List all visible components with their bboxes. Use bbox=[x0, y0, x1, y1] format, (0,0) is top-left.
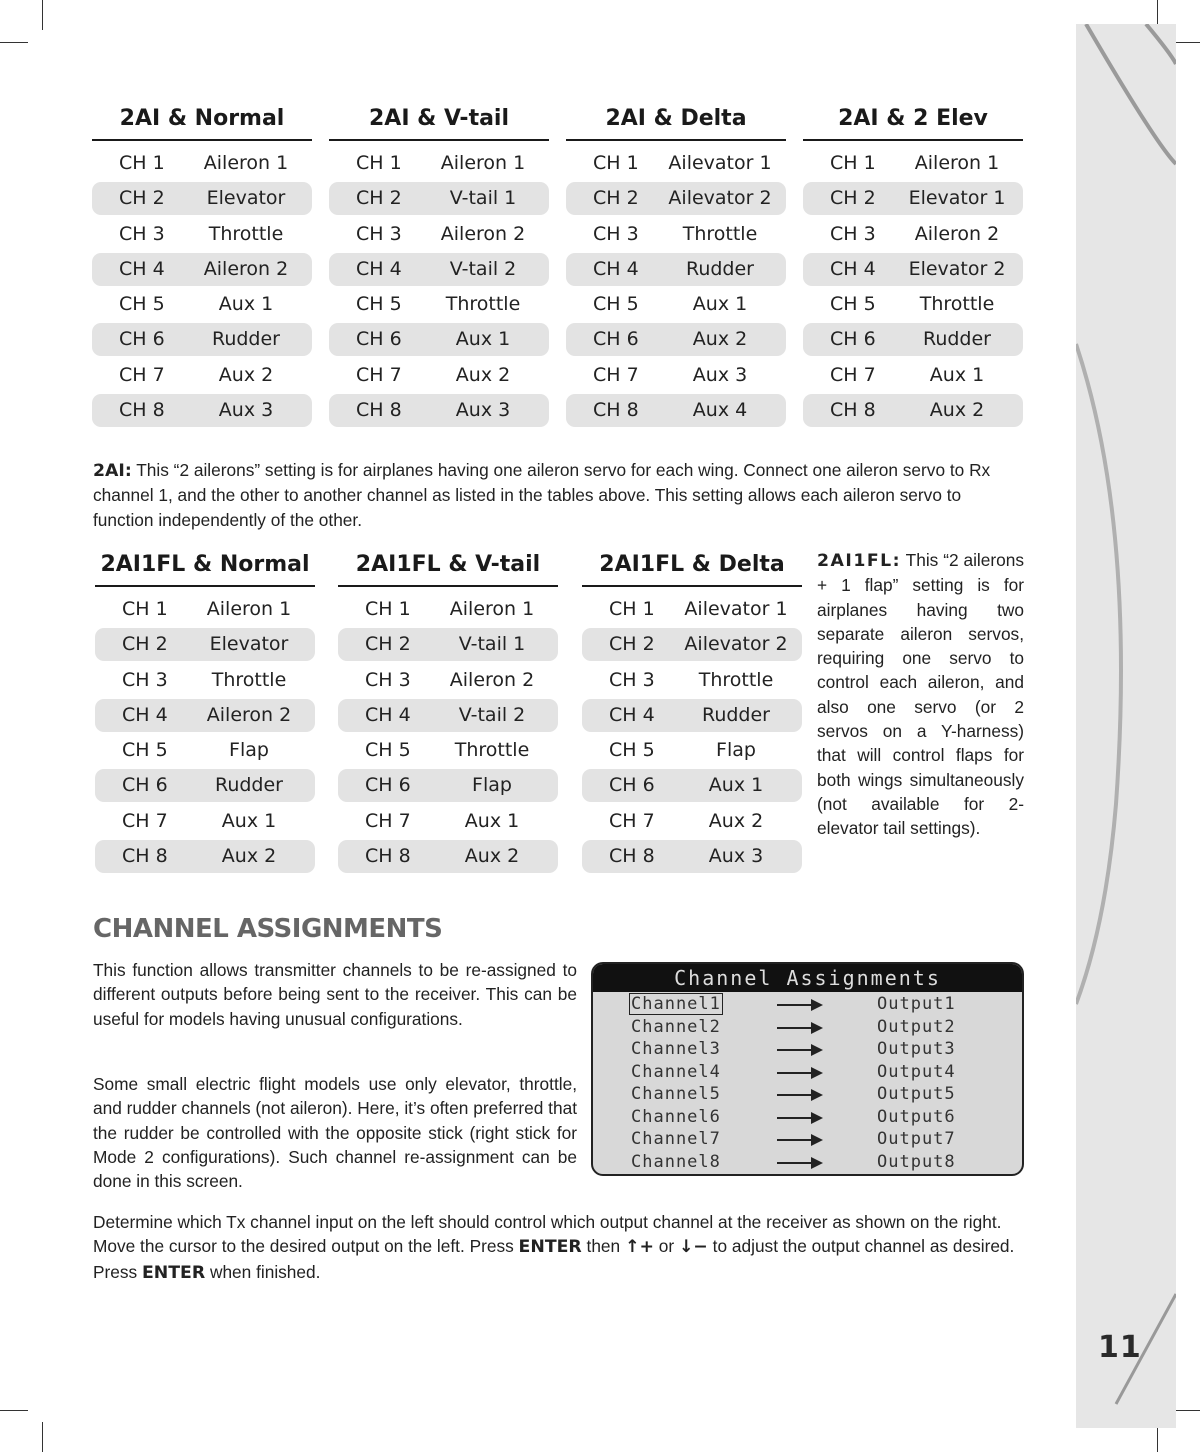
function-label: Aux 3 bbox=[708, 845, 764, 868]
table-row bbox=[582, 840, 802, 873]
table-title: 2AI & Delta bbox=[605, 106, 747, 131]
function-label: V-tail 1 bbox=[458, 633, 526, 656]
table-title: 2AI1FL & V-tail bbox=[355, 552, 541, 577]
channel-label: CH 1 bbox=[609, 598, 655, 620]
channel-label: CH 4 bbox=[122, 703, 168, 726]
channel-label: CH 8 bbox=[356, 399, 402, 422]
channel-label: CH 3 bbox=[356, 222, 402, 245]
para-2ai1fl bbox=[817, 548, 1024, 841]
lcd-channel-label[interactable]: Channel2 bbox=[631, 1016, 721, 1037]
channel-label: CH 7 bbox=[593, 363, 639, 386]
decorative-arcs bbox=[1076, 24, 1176, 1428]
table-row bbox=[92, 253, 312, 286]
para-2ai1fl-text: This “2 ailerons + 1 flap” setting is for airplanes having two separate aileron servos, requiring one servo to control each aileron, and also one servo (or 2 servos on a Y-harness) that will control flaps for both wings simultaneously (not available for 2-elevator tail settings). bbox=[817, 550, 1024, 839]
crop-mark bbox=[1172, 1410, 1200, 1411]
function-label: Aux 1 bbox=[455, 328, 511, 351]
channel-label: CH 2 bbox=[119, 187, 165, 210]
table-row bbox=[92, 323, 312, 356]
channel-table bbox=[92, 102, 312, 429]
table-row bbox=[582, 628, 802, 661]
side-band bbox=[1076, 24, 1176, 1428]
function-label: Rudder bbox=[214, 774, 283, 797]
function-label: Aux 1 bbox=[929, 363, 985, 386]
table-row bbox=[338, 593, 558, 626]
para-2ai bbox=[93, 458, 1024, 532]
table-row bbox=[566, 218, 786, 251]
arrow-right-icon bbox=[745, 1016, 877, 1039]
lcd-output-label[interactable]: Output5 bbox=[877, 1084, 956, 1104]
table-row bbox=[803, 253, 1023, 286]
channel-label: CH 7 bbox=[356, 363, 402, 386]
para-2ai1fl-lead: 2AI1FL: bbox=[817, 551, 902, 571]
table-row bbox=[95, 628, 315, 661]
para-final-t2: then bbox=[581, 1236, 625, 1257]
table-row bbox=[803, 182, 1023, 215]
function-label: Throttle bbox=[445, 293, 521, 316]
channel-label: CH 5 bbox=[356, 293, 402, 316]
lcd-output-label[interactable]: Output1 bbox=[877, 994, 956, 1014]
channel-label: CH 8 bbox=[122, 845, 168, 868]
table-row bbox=[338, 699, 558, 732]
table-row bbox=[329, 147, 549, 180]
function-label: Ailevator 1 bbox=[684, 598, 788, 620]
channel-label: CH 7 bbox=[119, 363, 165, 386]
table-row bbox=[95, 699, 315, 732]
function-label: Ailevator 2 bbox=[684, 633, 788, 656]
function-label: Ailevator 1 bbox=[668, 152, 772, 174]
channel-table bbox=[95, 548, 315, 875]
function-label: Elevator bbox=[209, 633, 289, 656]
table-row bbox=[329, 218, 549, 251]
lcd-channel-cell bbox=[593, 1061, 745, 1084]
arrow-right-icon bbox=[745, 1106, 877, 1129]
channel-label: CH 1 bbox=[830, 152, 876, 174]
lcd-channel-cell bbox=[593, 1083, 745, 1106]
channel-table bbox=[582, 548, 802, 875]
lcd-assignment-row bbox=[593, 1128, 1022, 1151]
channel-label: CH 8 bbox=[365, 845, 411, 868]
lcd-channel-cell bbox=[593, 1016, 745, 1039]
table-row bbox=[803, 394, 1023, 427]
table-row bbox=[566, 147, 786, 180]
down-minus-key-icon: ↓− bbox=[678, 1237, 708, 1258]
function-label: Aux 3 bbox=[218, 399, 274, 422]
channel-label: CH 3 bbox=[119, 222, 165, 245]
function-label: Aux 2 bbox=[221, 845, 277, 868]
channel-label: CH 2 bbox=[122, 633, 168, 656]
page-number: 11 bbox=[1098, 1330, 1142, 1365]
lcd-channel-cell bbox=[593, 1038, 745, 1061]
channel-label: CH 5 bbox=[593, 293, 639, 316]
function-label: Aux 2 bbox=[929, 399, 985, 422]
enter-key-label: ENTER bbox=[141, 1262, 206, 1283]
function-label: Aileron 2 bbox=[449, 668, 535, 691]
function-label: Elevator bbox=[206, 187, 286, 210]
function-label: Rudder bbox=[922, 328, 991, 351]
table-row bbox=[92, 147, 312, 180]
table-row bbox=[338, 805, 558, 838]
para-intro: This function allows transmitter channels to be re-assigned to different outputs before being sent to the receiver. This can be useful for models having unusual configurations. bbox=[93, 960, 577, 1029]
table-row bbox=[803, 323, 1023, 356]
lcd-channel-label[interactable]: Channel6 bbox=[631, 1106, 721, 1127]
function-label: Aux 2 bbox=[692, 328, 748, 351]
channel-label: CH 4 bbox=[119, 257, 165, 280]
lcd-output-label[interactable]: Output3 bbox=[877, 1039, 956, 1059]
function-label: Rudder bbox=[211, 328, 280, 351]
table-title: 2AI & 2 Elev bbox=[838, 106, 988, 131]
crop-mark bbox=[42, 1422, 43, 1452]
table-row bbox=[338, 769, 558, 802]
channel-label: CH 2 bbox=[356, 187, 402, 210]
table-row bbox=[329, 253, 549, 286]
table-title: 2AI & Normal bbox=[119, 106, 285, 131]
lcd-channel-cell bbox=[593, 1151, 745, 1174]
lcd-channel-cell bbox=[593, 1106, 745, 1129]
table-row bbox=[329, 182, 549, 215]
channel-label: CH 4 bbox=[365, 703, 411, 726]
channel-label: CH 7 bbox=[122, 809, 168, 832]
lcd-channel-cell bbox=[593, 993, 745, 1016]
lcd-screen bbox=[591, 962, 1024, 1176]
table-row bbox=[92, 288, 312, 321]
channel-label: CH 4 bbox=[593, 257, 639, 280]
table-row bbox=[92, 359, 312, 392]
function-label: Throttle bbox=[698, 668, 774, 691]
function-label: Throttle bbox=[919, 293, 995, 316]
table-row bbox=[803, 218, 1023, 251]
channel-label: CH 1 bbox=[593, 152, 639, 174]
table-row bbox=[338, 840, 558, 873]
table-row bbox=[566, 288, 786, 321]
channel-label: CH 6 bbox=[356, 328, 402, 351]
table-rule bbox=[566, 139, 786, 141]
function-label: Aux 4 bbox=[692, 399, 748, 422]
table-row bbox=[329, 323, 549, 356]
crop-mark bbox=[0, 1410, 28, 1411]
table-row bbox=[582, 769, 802, 802]
channel-label: CH 6 bbox=[593, 328, 639, 351]
function-label: Aux 2 bbox=[455, 363, 511, 386]
arrow-right-icon bbox=[745, 1151, 877, 1174]
lcd-output-label[interactable]: Output8 bbox=[877, 1151, 956, 1172]
function-label: Aileron 1 bbox=[449, 598, 535, 620]
table-rule bbox=[95, 585, 315, 587]
para-final-t3: or bbox=[653, 1236, 679, 1257]
table-title: 2AI1FL & Normal bbox=[100, 552, 310, 577]
function-label: Aux 3 bbox=[455, 399, 511, 422]
table-row bbox=[582, 593, 802, 626]
enter-key-label: ENTER bbox=[518, 1237, 582, 1258]
channel-label: CH 2 bbox=[830, 187, 876, 210]
table-row bbox=[566, 253, 786, 286]
channel-label: CH 2 bbox=[365, 633, 411, 656]
para-final-t1: Determine which Tx channel input on the left should control which output channel at the receiver as shown on the right. Move the cursor to the desired output on the left. Press bbox=[93, 1212, 1002, 1257]
channel-label: CH 6 bbox=[609, 774, 655, 797]
channel-label: CH 8 bbox=[609, 845, 655, 868]
arrow-right-icon bbox=[745, 1083, 877, 1106]
function-label: Aileron 1 bbox=[440, 152, 526, 174]
lcd-assignment-row bbox=[593, 1016, 1022, 1039]
channel-label: CH 5 bbox=[365, 739, 411, 762]
channel-label: CH 8 bbox=[119, 399, 165, 422]
arrow-right-icon bbox=[745, 1038, 877, 1061]
table-row bbox=[582, 734, 802, 767]
lcd-assignment-row bbox=[593, 1106, 1022, 1129]
table-row bbox=[92, 394, 312, 427]
function-label: Flap bbox=[229, 739, 269, 762]
lcd-channel-cell bbox=[593, 1128, 745, 1151]
table-row bbox=[95, 840, 315, 873]
up-plus-key-icon: ↑+ bbox=[624, 1237, 654, 1258]
channel-label: CH 1 bbox=[119, 152, 165, 174]
lcd-title: Channel Assignments bbox=[593, 964, 1022, 992]
lcd-channel-label[interactable]: Channel1 bbox=[631, 994, 721, 1014]
arrow-right-icon bbox=[745, 1061, 877, 1084]
channel-label: CH 1 bbox=[122, 598, 168, 620]
table-title: 2AI1FL & Delta bbox=[599, 552, 785, 577]
channel-label: CH 2 bbox=[609, 633, 655, 656]
table-row bbox=[95, 664, 315, 697]
channel-label: CH 1 bbox=[365, 598, 411, 620]
table-rule bbox=[92, 139, 312, 141]
table-row bbox=[803, 359, 1023, 392]
function-label: Aux 2 bbox=[218, 363, 274, 386]
function-label: Flap bbox=[472, 774, 512, 797]
channel-label: CH 7 bbox=[365, 809, 411, 832]
function-label: Rudder bbox=[701, 703, 770, 726]
table-row bbox=[95, 769, 315, 802]
table-row bbox=[95, 805, 315, 838]
para-2ai-text: This “2 ailerons” setting is for airplanes having one aileron servo for each wing. Connect one aileron servo to Rx channel 1, and the other to another channel as listed in the tables above. This setting allows each aileron servo to function independently of the other. bbox=[93, 460, 991, 530]
channel-label: CH 5 bbox=[609, 739, 655, 762]
table-rule bbox=[803, 139, 1023, 141]
function-label: Aileron 2 bbox=[440, 222, 526, 245]
channel-label: CH 6 bbox=[365, 774, 411, 797]
channel-table bbox=[803, 102, 1023, 429]
function-label: Elevator 1 bbox=[908, 187, 1006, 210]
lcd-assignment-row bbox=[593, 1061, 1022, 1084]
function-label: V-tail 1 bbox=[449, 187, 517, 210]
channel-label: CH 5 bbox=[122, 739, 168, 762]
function-label: Throttle bbox=[208, 222, 284, 245]
function-label: Flap bbox=[716, 739, 756, 762]
channel-label: CH 5 bbox=[119, 293, 165, 316]
function-label: Aileron 2 bbox=[914, 222, 1000, 245]
function-label: Aux 1 bbox=[692, 293, 748, 316]
lcd-output-label[interactable]: Output2 bbox=[877, 1016, 956, 1037]
crop-mark bbox=[42, 0, 43, 30]
table-row bbox=[329, 359, 549, 392]
table-row bbox=[566, 394, 786, 427]
function-label: Rudder bbox=[685, 257, 754, 280]
lcd-assignment-row bbox=[593, 993, 1022, 1016]
function-label: Aileron 1 bbox=[206, 598, 292, 620]
crop-mark bbox=[0, 42, 28, 43]
channel-label: CH 6 bbox=[119, 328, 165, 351]
channel-label: CH 4 bbox=[356, 257, 402, 280]
function-label: Aux 1 bbox=[218, 293, 274, 316]
lcd-output-label[interactable]: Output7 bbox=[877, 1129, 956, 1149]
table-row bbox=[92, 218, 312, 251]
table-row bbox=[329, 288, 549, 321]
channel-table bbox=[338, 548, 558, 875]
function-label: Aux 2 bbox=[708, 809, 764, 832]
channel-label: CH 4 bbox=[609, 703, 655, 726]
para-final-t5: when finished. bbox=[205, 1261, 321, 1282]
function-label: V-tail 2 bbox=[449, 257, 517, 280]
lcd-channel-label[interactable]: Channel8 bbox=[631, 1151, 721, 1172]
channel-label: CH 5 bbox=[830, 293, 876, 316]
channel-label: CH 1 bbox=[356, 152, 402, 174]
channel-label: CH 6 bbox=[830, 328, 876, 351]
function-label: Aux 2 bbox=[464, 845, 520, 868]
table-rule bbox=[329, 139, 549, 141]
crop-mark bbox=[1172, 42, 1200, 43]
table-row bbox=[566, 182, 786, 215]
function-label: Aux 1 bbox=[464, 809, 520, 832]
function-label: Aux 1 bbox=[708, 774, 764, 797]
channel-label: CH 3 bbox=[609, 668, 655, 691]
table-row bbox=[566, 359, 786, 392]
function-label: Throttle bbox=[454, 739, 530, 762]
channel-label: CH 8 bbox=[593, 399, 639, 422]
function-label: Ailevator 2 bbox=[668, 187, 772, 210]
table-row bbox=[803, 147, 1023, 180]
section-heading: CHANNEL ASSIGNMENTS bbox=[93, 914, 443, 944]
lcd-assignment-row bbox=[593, 1151, 1022, 1174]
table-row bbox=[92, 182, 312, 215]
channel-table bbox=[566, 102, 786, 429]
channel-label: CH 8 bbox=[830, 399, 876, 422]
table-rule bbox=[338, 585, 558, 587]
lcd-assignment-row bbox=[593, 1083, 1022, 1106]
arrow-right-icon bbox=[745, 993, 877, 1016]
function-label: Throttle bbox=[682, 222, 758, 245]
lcd-channel-label[interactable]: Channel3 bbox=[631, 1039, 721, 1059]
lcd-output-label[interactable]: Output4 bbox=[877, 1061, 956, 1082]
table-row bbox=[338, 628, 558, 661]
channel-label: CH 2 bbox=[593, 187, 639, 210]
table-row bbox=[582, 699, 802, 732]
para-final bbox=[93, 1210, 1024, 1285]
table-row bbox=[95, 593, 315, 626]
channel-label: CH 6 bbox=[122, 774, 168, 797]
channel-label: CH 3 bbox=[122, 668, 168, 691]
function-label: Aileron 1 bbox=[203, 152, 289, 174]
table-row bbox=[582, 805, 802, 838]
lcd-assignment-row bbox=[593, 1038, 1022, 1061]
table-row bbox=[582, 664, 802, 697]
function-label: Throttle bbox=[211, 668, 287, 691]
channel-label: CH 7 bbox=[609, 809, 655, 832]
table-rule bbox=[582, 585, 802, 587]
function-label: Aux 3 bbox=[692, 363, 748, 386]
lcd-channel-label[interactable]: Channel4 bbox=[631, 1061, 721, 1082]
lcd-channel-label[interactable]: Channel5 bbox=[631, 1084, 721, 1104]
channel-label: CH 4 bbox=[830, 257, 876, 280]
para-final-t4: to adjust the output channel as desired. Press bbox=[93, 1236, 1015, 1282]
lcd-channel-label[interactable]: Channel7 bbox=[631, 1129, 721, 1149]
table-row bbox=[338, 664, 558, 697]
channel-label: CH 3 bbox=[830, 222, 876, 245]
function-label: Aileron 1 bbox=[914, 152, 1000, 174]
table-row bbox=[566, 323, 786, 356]
function-label: V-tail 2 bbox=[458, 703, 526, 726]
channel-table bbox=[329, 102, 549, 429]
para-small-models: Some small electric flight models use only elevator, throttle, and rudder channels (not aileron). Here, it’s often preferred that the rudder be controlled with the opposite stick (right stick for Mode 2 configurations). Such channel re-assignment can be done in this screen. bbox=[93, 1074, 577, 1192]
function-label: Aileron 2 bbox=[203, 257, 289, 280]
function-label: Aux 1 bbox=[221, 809, 277, 832]
channel-label: CH 7 bbox=[830, 363, 876, 386]
para-2ai-lead: 2AI: bbox=[93, 461, 132, 481]
table-title: 2AI & V-tail bbox=[368, 106, 510, 131]
lcd-output-label[interactable]: Output6 bbox=[877, 1106, 956, 1127]
arrow-right-icon bbox=[745, 1128, 877, 1151]
table-row bbox=[329, 394, 549, 427]
function-label: Elevator 2 bbox=[908, 257, 1006, 280]
table-row bbox=[95, 734, 315, 767]
table-row bbox=[803, 288, 1023, 321]
channel-label: CH 3 bbox=[593, 222, 639, 245]
function-label: Aileron 2 bbox=[206, 703, 292, 726]
channel-label: CH 3 bbox=[365, 668, 411, 691]
table-row bbox=[338, 734, 558, 767]
